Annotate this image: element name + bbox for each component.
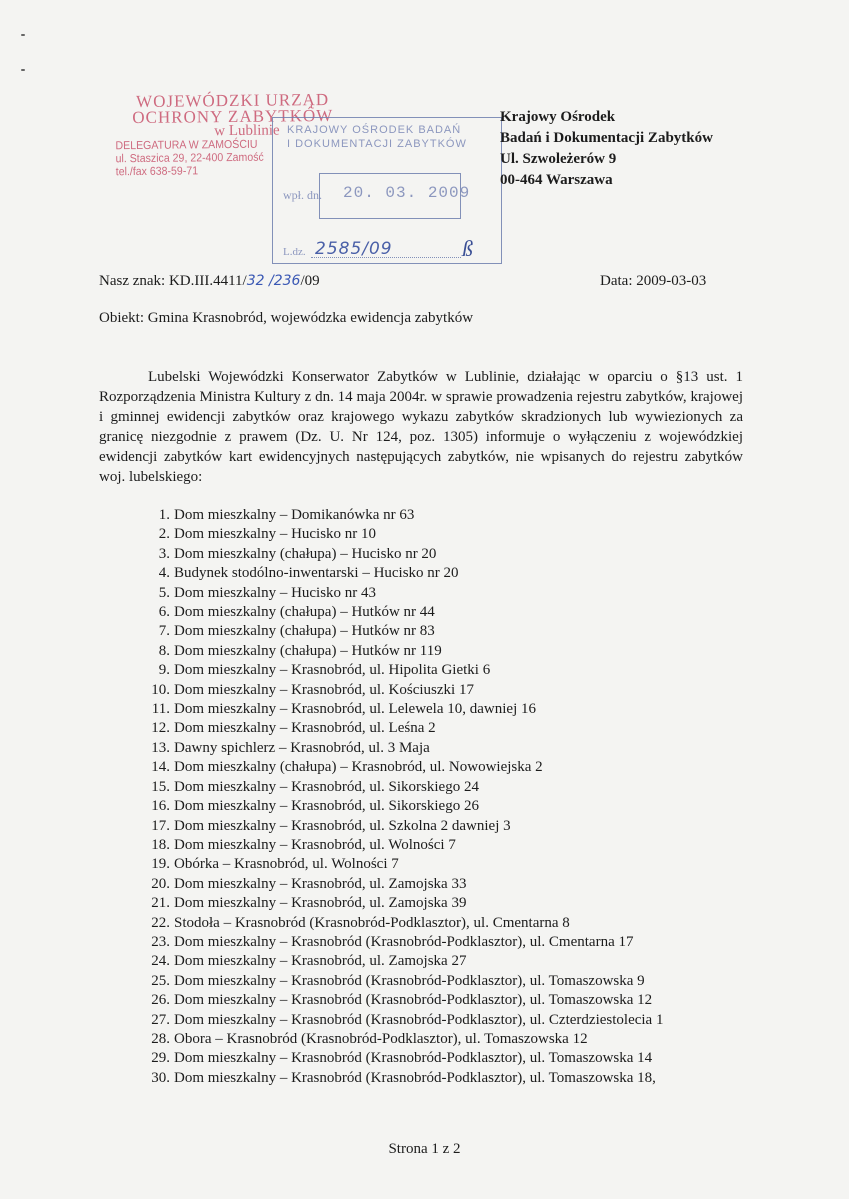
office-stamp-line2: OCHRONY ZABYTKÓW	[132, 105, 334, 128]
office-stamp-line3: w Lublinie	[214, 122, 280, 140]
list-item	[130, 797, 663, 816]
list-item	[130, 719, 663, 738]
list-item-number: 24.	[151, 953, 170, 970]
list-item-text: Dom mieszkalny – Krasnobród, ul. Leśna 2	[174, 720, 436, 737]
recipient-line3: Ul. Szwoleżerów 9	[500, 151, 617, 167]
list-item-text: Dom mieszkalny – Krasnobród (Krasnobród-Podklasztor), ul. Tomaszowska 18,	[174, 1069, 656, 1086]
list-item-text: Dom mieszkalny – Krasnobród (Krasnobród-Podklasztor), ul. Cmentarna 17	[174, 933, 634, 950]
list-item-text: Dom mieszkalny – Krasnobród, ul. Sikorskiego 24	[174, 778, 479, 795]
office-stamp-phone: tel./fax 638-59-71	[115, 165, 199, 179]
list-item	[130, 506, 663, 525]
list-item	[130, 991, 663, 1010]
list-item-number: 2.	[158, 526, 170, 543]
list-item-number: 8.	[158, 642, 170, 659]
list-item-text: Dom mieszkalny – Krasnobród (Krasnobród-Podklasztor), ul. Tomaszowska 12	[174, 992, 653, 1009]
reference-prefix: Nasz znak: KD.III.4411/	[99, 273, 247, 289]
list-item-number: 13.	[151, 739, 170, 756]
list-item	[130, 1069, 663, 1088]
list-item	[130, 1011, 663, 1030]
registry-stamp-header-2: I DOKUMENTACJI ZABYTKÓW	[287, 138, 467, 150]
list-item-number: 30.	[151, 1069, 170, 1086]
list-item-text: Dom mieszkalny – Krasnobród, ul. Wolności 7	[174, 836, 456, 853]
list-item	[130, 933, 663, 952]
recipient-line2: Badań i Dokumentacji Zabytków	[500, 130, 713, 146]
list-item	[130, 622, 663, 641]
list-item-text: Budynek stodólno-inwentarski – Hucisko nr 20	[174, 565, 459, 582]
list-item	[130, 700, 663, 719]
list-item-text: Stodoła – Krasnobród (Krasnobród-Podklasztor), ul. Cmentarna 8	[174, 914, 570, 931]
list-item-number: 18.	[151, 836, 170, 853]
scan-speck	[21, 34, 25, 36]
scan-speck	[21, 69, 25, 71]
list-item-number: 19.	[151, 856, 170, 873]
list-item	[130, 661, 663, 680]
list-item-text: Dom mieszkalny – Krasnobród, ul. Hipolita Gietki 6	[174, 662, 491, 679]
list-item-number: 10.	[151, 681, 170, 698]
list-item	[130, 564, 663, 583]
list-item	[130, 836, 663, 855]
list-item-number: 16.	[151, 798, 170, 815]
list-item-text: Dom mieszkalny (chałupa) – Hucisko nr 20	[174, 545, 437, 562]
list-item-number: 14.	[151, 759, 170, 776]
list-item-text: Dom mieszkalny – Krasnobród, ul. Zamojska 33	[174, 875, 467, 892]
list-item	[130, 681, 663, 700]
list-item	[130, 855, 663, 874]
list-item-text: Dom mieszkalny – Krasnobród, ul. Lelewela 10, dawniej 16	[174, 701, 536, 718]
list-item-number: 3.	[158, 545, 170, 562]
list-item-number: 5.	[158, 584, 170, 601]
list-item	[130, 894, 663, 913]
list-item-text: Dom mieszkalny (chałupa) – Hutków nr 119	[174, 642, 442, 659]
list-item-number: 29.	[151, 1050, 170, 1067]
list-item	[130, 525, 663, 544]
office-stamp-address: ul. Staszica 29, 22-400 Zamość	[115, 151, 264, 166]
list-item-text: Dom mieszkalny – Krasnobród, ul. Zamojska 39	[174, 895, 467, 912]
list-item-number: 21.	[151, 895, 170, 912]
list-item-number: 23.	[151, 933, 170, 950]
reference-number	[99, 273, 320, 290]
list-item-number: 25.	[151, 972, 170, 989]
reference-suffix: /09	[300, 273, 320, 289]
list-item	[130, 739, 663, 758]
list-item-number: 28.	[151, 1030, 170, 1047]
registry-received-label: wpł. dn.	[283, 188, 322, 202]
list-item-text: Dom mieszkalny – Krasnobród, ul. Szkolna 2 dawniej 3	[174, 817, 511, 834]
list-item-number: 1.	[158, 507, 170, 523]
page-number: Strona 1 z 2	[388, 1141, 461, 1157]
list-item-number: 12.	[151, 720, 170, 737]
registry-stamp-header-1: KRAJOWY OŚRODEK BADAŃ	[287, 124, 462, 136]
list-item	[130, 778, 663, 797]
registry-initials: ß	[462, 236, 473, 261]
reference-handwritten: 32 /236	[246, 273, 301, 289]
body-paragraph	[99, 367, 743, 487]
list-item-text: Dom mieszkalny – Krasnobród (Krasnobród-Podklasztor), ul. Tomaszowska 9	[174, 972, 645, 989]
list-item	[130, 545, 663, 564]
list-item	[130, 875, 663, 894]
list-item-number: 11.	[151, 701, 170, 718]
list-item-text: Dom mieszkalny (chałupa) – Krasnobród, ul. Nowowiejska 2	[174, 759, 543, 776]
registry-log-label: L.dz.	[283, 246, 306, 258]
list-item-text: Obórka – Krasnobród, ul. Wolności 7	[174, 856, 399, 873]
list-item	[130, 914, 663, 933]
list-item-number: 27.	[151, 1011, 170, 1028]
list-item-text: Dawny spichlerz – Krasnobród, ul. 3 Maja	[174, 739, 430, 756]
office-stamp-delegation: DELEGATURA W ZAMOŚCIU	[115, 138, 258, 153]
list-item	[130, 972, 663, 991]
list-item	[130, 1030, 663, 1049]
recipient-line1: Krajowy Ośrodek	[500, 109, 616, 125]
list-item-text: Dom mieszkalny – Krasnobród (Krasnobród-Podklasztor), ul. Tomaszowska 14	[174, 1050, 653, 1067]
list-item	[130, 758, 663, 777]
registry-received-date: 20. 03. 2009	[343, 184, 471, 202]
list-item-number: 15.	[151, 778, 170, 795]
list-item-text: Dom mieszkalny – Hucisko nr 43	[174, 584, 377, 601]
list-item-number: 9.	[158, 662, 170, 679]
registry-log-number: 2585/09	[315, 239, 393, 259]
subject-line: Obiekt: Gmina Krasnobród, wojewódzka ewidencja zabytków	[99, 310, 474, 326]
list-item-text: Dom mieszkalny (chałupa) – Hutków nr 44	[174, 604, 435, 621]
list-item-number: 26.	[151, 992, 170, 1009]
list-item-text: Obora – Krasnobród (Krasnobród-Podklasztor), ul. Tomaszowska 12	[174, 1030, 588, 1047]
office-stamp-line1: WOJEWÓDZKI URZĄD	[136, 89, 330, 112]
list-item	[130, 603, 663, 622]
list-item	[130, 1049, 663, 1068]
document-date: Data: 2009-03-03	[600, 273, 707, 289]
recipient-line4: 00-464 Warszawa	[500, 172, 613, 188]
list-item	[130, 952, 663, 971]
list-item-number: 20.	[151, 875, 170, 892]
list-item-number: 22.	[151, 914, 170, 931]
list-item-number: 7.	[158, 623, 170, 640]
list-item-text: Dom mieszkalny – Hucisko nr 10	[174, 526, 377, 543]
body-text: Lubelski Wojewódzki Konserwator Zabytków w Lublinie, działając w oparciu o §13 ust. 1 Rozporządzenia Ministra Kultury z dn. 14 maja 2004r. w sprawie prowadzenia rejestru zabytków, krajowej i gminnej ewidencji zabytków oraz krajowego wykazu zabytków skradzionych lub wywiezionych za granicę niezgodnie z prawem (Dz. U. Nr 124, poz. 1305) informuje o wyłączeniu z wojewódzkiej ewidencji zabytków kart ewidencyjnych następujących zabytków, nie wpisanych do rejestru zabytków woj. lubelskiego:	[99, 369, 743, 485]
list-item-text: Dom mieszkalny (chałupa) – Hutków nr 83	[174, 623, 435, 640]
list-item-number: 4.	[158, 565, 170, 582]
list-item	[130, 642, 663, 661]
list-item-text: Dom mieszkalny – Krasnobród, ul. Zamojska 27	[174, 953, 467, 970]
list-item-number: 6.	[158, 604, 170, 621]
list-item-text: Dom mieszkalny – Krasnobród (Krasnobród-Podklasztor), ul. Czterdziestolecia 1	[174, 1011, 664, 1028]
list-item	[130, 584, 663, 603]
list-item-text: Dom mieszkalny – Domikanówka nr 63	[174, 507, 415, 523]
monument-list	[130, 506, 663, 1088]
list-item-number: 17.	[151, 817, 170, 834]
list-item-text: Dom mieszkalny – Krasnobród, ul. Kościuszki 17	[174, 681, 474, 698]
list-item	[130, 817, 663, 836]
list-item-text: Dom mieszkalny – Krasnobród, ul. Sikorskiego 26	[174, 798, 479, 815]
recipient-address	[500, 107, 713, 191]
